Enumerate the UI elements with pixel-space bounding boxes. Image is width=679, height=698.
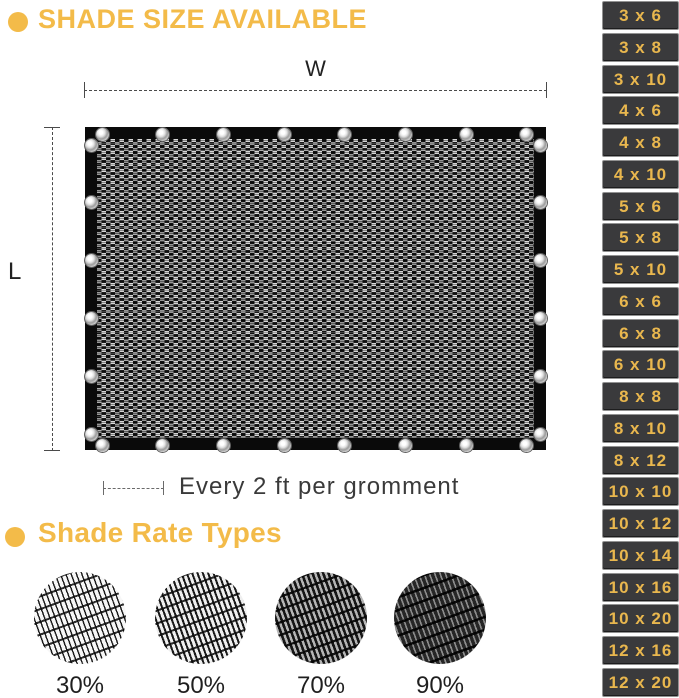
grommet-icon [156, 439, 169, 452]
size-chip: 6 x 6 [602, 287, 679, 316]
size-chip: 5 x 6 [602, 192, 679, 221]
grommet-icon [96, 439, 109, 452]
shade-mesh-texture [97, 139, 534, 438]
dimension-tick [546, 82, 547, 98]
grommet-icon [534, 428, 547, 441]
size-chip: 10 x 16 [602, 573, 679, 602]
size-chip: 8 x 12 [602, 446, 679, 475]
size-chip: 10 x 12 [602, 509, 679, 538]
grommet-icon [278, 128, 291, 141]
dimension-dash-line [103, 488, 164, 489]
grommet-icon [278, 439, 291, 452]
size-chip: 5 x 8 [602, 223, 679, 252]
mesh-swatch-icon [275, 572, 367, 664]
dimension-dash-line [84, 90, 547, 91]
bullet-icon [8, 12, 28, 32]
size-list [602, 0, 679, 698]
grommet-icon [534, 254, 547, 267]
rate-percent-label: 30% [55, 672, 105, 698]
mesh-swatch-icon [394, 572, 486, 664]
size-chip: 10 x 10 [602, 477, 679, 506]
grommet-icon [85, 254, 98, 267]
size-chip: 4 x 6 [602, 96, 679, 125]
shade-net-illustration [85, 127, 546, 450]
size-chip: 6 x 8 [602, 319, 679, 348]
grommet-icon [534, 370, 547, 383]
rate-swatch [275, 572, 367, 698]
size-chip: 8 x 10 [602, 414, 679, 443]
grommet-icon [520, 128, 533, 141]
rate-swatch [394, 572, 486, 698]
size-chip: 10 x 14 [602, 541, 679, 570]
grommet-icon [96, 128, 109, 141]
length-label: L [8, 258, 22, 285]
dimension-tick [163, 481, 164, 495]
grommet-spacing-note: Every 2 ft per gromment [179, 473, 460, 500]
size-chip: 5 x 10 [602, 255, 679, 284]
grommet-icon [85, 196, 98, 209]
grommet-icon [399, 128, 412, 141]
grommet-icon [338, 128, 351, 141]
grommet-icon [156, 128, 169, 141]
section-title-rates: Shade Rate Types [38, 517, 282, 548]
grommet-icon [460, 439, 473, 452]
grommet-icon [534, 196, 547, 209]
size-chip: 3 x 8 [602, 33, 679, 62]
size-chip: 3 x 10 [602, 65, 679, 94]
size-chip: 12 x 16 [602, 636, 679, 665]
size-chip: 3 x 6 [602, 1, 679, 30]
width-dimension-line [84, 82, 547, 98]
grommet-icon [520, 439, 533, 452]
grommet-icon [399, 439, 412, 452]
rate-swatch [155, 572, 247, 698]
mesh-swatch-icon [34, 572, 126, 664]
grommet-spacing-dimension [103, 481, 164, 495]
width-label: W [305, 56, 326, 81]
grommet-icon [460, 128, 473, 141]
grommet-icon [534, 312, 547, 325]
rate-percent-label: 50% [176, 672, 226, 698]
size-chip: 10 x 20 [602, 604, 679, 633]
size-chip: 6 x 10 [602, 350, 679, 379]
size-chip: 4 x 8 [602, 128, 679, 157]
dimension-tick [44, 450, 60, 451]
mesh-swatch-icon [155, 572, 247, 664]
size-chip: 12 x 20 [602, 668, 679, 697]
grommet-icon [534, 139, 547, 152]
grommet-icon [85, 139, 98, 152]
size-chip: 8 x 8 [602, 382, 679, 411]
section-title-sizes: SHADE SIZE AVAILABLE [38, 4, 368, 34]
bullet-icon [5, 527, 25, 547]
rate-swatch [34, 572, 126, 698]
grommet-icon [85, 370, 98, 383]
dimension-dash-line [52, 127, 53, 451]
rate-percent-label: 70% [296, 672, 346, 698]
length-dimension-line [44, 127, 60, 451]
grommet-icon [338, 439, 351, 452]
grommet-icon [217, 439, 230, 452]
grommet-icon [217, 128, 230, 141]
size-chip: 4 x 10 [602, 160, 679, 189]
grommet-icon [85, 428, 98, 441]
rate-percent-label: 90% [415, 672, 465, 698]
grommet-icon [85, 312, 98, 325]
